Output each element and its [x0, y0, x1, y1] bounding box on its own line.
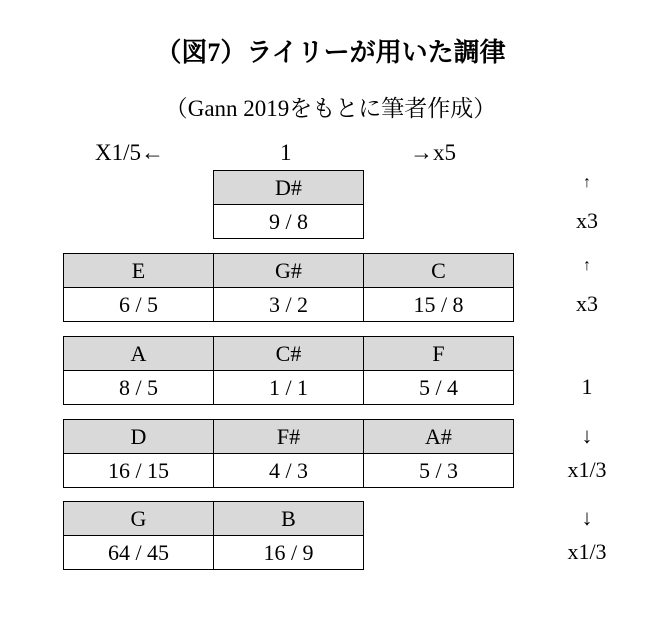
note-cell: C [363, 253, 514, 288]
header-right-label: →x5 [410, 140, 456, 165]
diagram-title: （図7）ライリーが用いた調律 [155, 38, 506, 67]
header-left-label: X1/5← [95, 140, 164, 165]
arrow-up-icon: ↑ [583, 257, 591, 274]
note-cell: F# [213, 419, 364, 454]
ratio-cell: 16 / 15 [63, 453, 214, 488]
ratio-cell: 16 / 9 [213, 535, 364, 570]
arrow-down-icon: ↓ [581, 505, 593, 530]
ratio-cell: 5 / 3 [363, 453, 514, 488]
ratio-cell: 3 / 2 [213, 287, 364, 322]
ratio-cell: 64 / 45 [63, 535, 214, 570]
note-cell: B [213, 501, 364, 536]
ratio-cell: 15 / 8 [363, 287, 514, 322]
note-cell: D# [213, 170, 364, 205]
ratio-cell: 8 / 5 [63, 370, 214, 405]
multiplier-label: x3 [576, 208, 598, 233]
note-cell: G [63, 501, 214, 536]
multiplier-label: x3 [576, 291, 598, 316]
note-cell: G# [213, 253, 364, 288]
multiplier-label: 1 [581, 374, 593, 399]
multiplier-label: x1/3 [567, 539, 607, 564]
note-cell: D [63, 419, 214, 454]
ratio-cell: 6 / 5 [63, 287, 214, 322]
note-cell: E [63, 253, 214, 288]
diagram-subtitle: （Gann 2019をもとに筆者作成） [164, 96, 497, 121]
arrow-up-icon: ↑ [583, 174, 591, 191]
ratio-cell: 5 / 4 [363, 370, 514, 405]
note-cell: F [363, 336, 514, 371]
multiplier-label: x1/3 [567, 457, 607, 482]
header-center-label: 1 [280, 140, 292, 165]
ratio-cell: 1 / 1 [213, 370, 364, 405]
ratio-cell: 4 / 3 [213, 453, 364, 488]
ratio-cell: 9 / 8 [213, 204, 364, 239]
arrow-down-icon: ↓ [581, 423, 593, 448]
note-cell: C# [213, 336, 364, 371]
note-cell: A# [363, 419, 514, 454]
note-cell: A [63, 336, 214, 371]
